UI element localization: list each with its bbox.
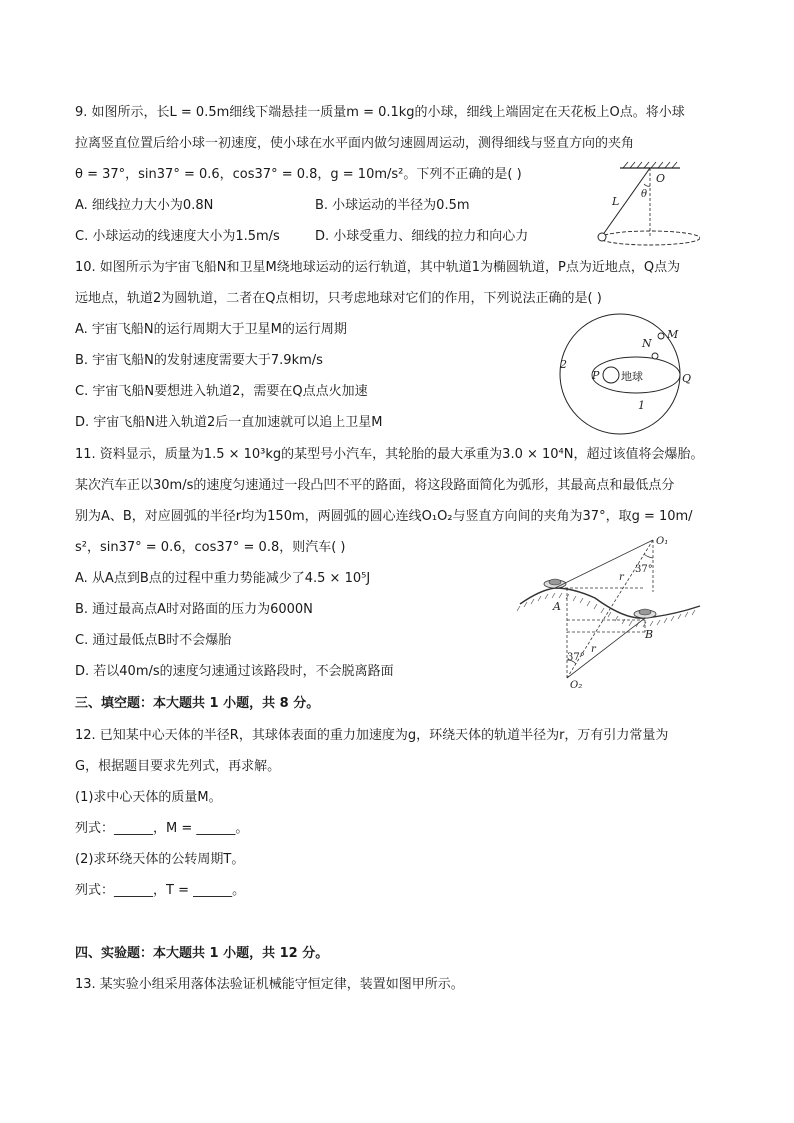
label-N: N	[642, 337, 652, 350]
q9-option-b: B. 小球运动的半径为0.5m	[315, 198, 470, 213]
q11-line-4: s²，sin37° = 0.6，cos37° = 0.8，则汽车( )	[75, 540, 346, 555]
label-O2: O₂	[570, 680, 583, 691]
label-L: L	[612, 195, 620, 208]
q10-option-b: B. 宇宙飞船N的发射速度需要大于7.9km/s	[75, 353, 323, 368]
q10-option-d: D. 宇宙飞船N进入轨道2后一直加速就可以追上卫星M	[75, 415, 383, 430]
label-angle-top: 37°	[635, 564, 653, 575]
q11-option-a: A. 从A点到B点的过程中重力势能减少了4.5 × 10⁵J	[75, 571, 371, 586]
label-orbit-2: 2	[560, 358, 567, 371]
q9-line-1: 9. 如图所示，长L = 0.5m细线下端悬挂一质量m = 0.1kg的小球，细线上端固定在天花板上O点。将小球	[75, 105, 685, 120]
q9-option-c: C. 小球运动的线速度大小为1.5m/s	[75, 229, 280, 244]
section-4-heading: 四、实验题：本大题共 1 小题，共 12 分。	[75, 946, 329, 961]
q9-line-2: 拉离竖直位置后给小球一初速度，使小球在水平面内做匀速圆周运动，测得细线与竖直方向的夹角	[75, 136, 635, 151]
q11-line-1: 11. 资料显示，质量为1.5 × 10³kg的某型号小汽车，其轮胎的最大承重为3.0 × 10⁴N，超过该值将会爆胎。	[75, 447, 704, 462]
q11-option-c: C. 通过最低点B时不会爆胎	[75, 633, 232, 648]
section-3-heading: 三、填空题：本大题共 1 小题，共 8 分。	[75, 696, 320, 711]
conical-pendulum-figure	[590, 160, 700, 250]
orbit-figure	[548, 312, 698, 438]
q12-part-1: (1)求中心天体的质量M。	[75, 790, 222, 805]
q12-blank-2: 列式：______，T = ______。	[75, 883, 246, 898]
q12-line-2: G，根据题目要求先列式，再求解。	[75, 759, 281, 774]
label-Q: Q	[682, 372, 692, 385]
q12-part-2: (2)求环绕天体的公转周期T。	[75, 852, 245, 867]
q10-option-a: A. 宇宙飞船N的运行周期大于卫星M的运行周期	[75, 322, 347, 337]
q9-option-a: A. 细线拉力大小为0.8N	[75, 198, 214, 213]
q10-option-c: C. 宇宙飞船N要想进入轨道2，需要在Q点点火加速	[75, 384, 368, 399]
q11-option-b: B. 通过最高点A时对路面的压力为6000N	[75, 602, 313, 617]
q10-line-2: 远地点，轨道2为圆轨道，二者在Q点相切，只考虑地球对它们的作用，下列说法正确的是( )	[75, 291, 602, 306]
label-O1: O₁	[656, 536, 669, 547]
label-r-top: r	[619, 572, 624, 583]
q10-line-1: 10. 如图所示为宇宙飞船N和卫星M绕地球运动的运行轨道，其中轨道1为椭圆轨道，P点为近地点，Q点为	[75, 260, 681, 275]
q9-line-3: θ = 37°，sin37° = 0.6，cos37° = 0.8，g = 10m/s²。下列不正确的是( )	[75, 167, 522, 182]
q11-line-3: 别为A、B，对应圆弧的半径r均为150m，两圆弧的圆心连线O₁O₂与竖直方向间的夹角为37°，取g = 10m/	[75, 509, 693, 524]
q11-option-d: D. 若以40m/s的速度匀速通过该路段时，不会脱离路面	[75, 664, 394, 679]
label-earth: 地球	[621, 370, 643, 383]
bumpy-road-figure	[515, 532, 705, 692]
label-angle-bottom: 37°	[567, 652, 585, 663]
q12-line-1: 12. 已知某中心天体的半径R，其球体表面的重力加速度为g，环绕天体的轨道半径为r，万有引力常量为	[75, 728, 669, 743]
label-O: O	[656, 172, 666, 185]
label-r-bottom: r	[591, 644, 596, 655]
q9-option-d: D. 小球受重力、细线的拉力和向心力	[315, 229, 529, 244]
label-M: M	[667, 328, 679, 341]
label-theta: θ	[641, 189, 648, 200]
q11-line-2: 某次汽车正以30m/s的速度匀速通过一段凸凹不平的路面，将这段路面简化为弧形，其最高点和最低点分	[75, 478, 675, 493]
label-orbit-1: 1	[638, 399, 645, 412]
label-P: P	[592, 369, 600, 382]
label-A: A	[553, 600, 561, 613]
q12-blank-1: 列式：______，M = ______。	[75, 821, 249, 836]
label-B: B	[645, 628, 654, 641]
q13-line: 13. 某实验小组采用落体法验证机械能守恒定律，装置如图甲所示。	[75, 977, 464, 992]
